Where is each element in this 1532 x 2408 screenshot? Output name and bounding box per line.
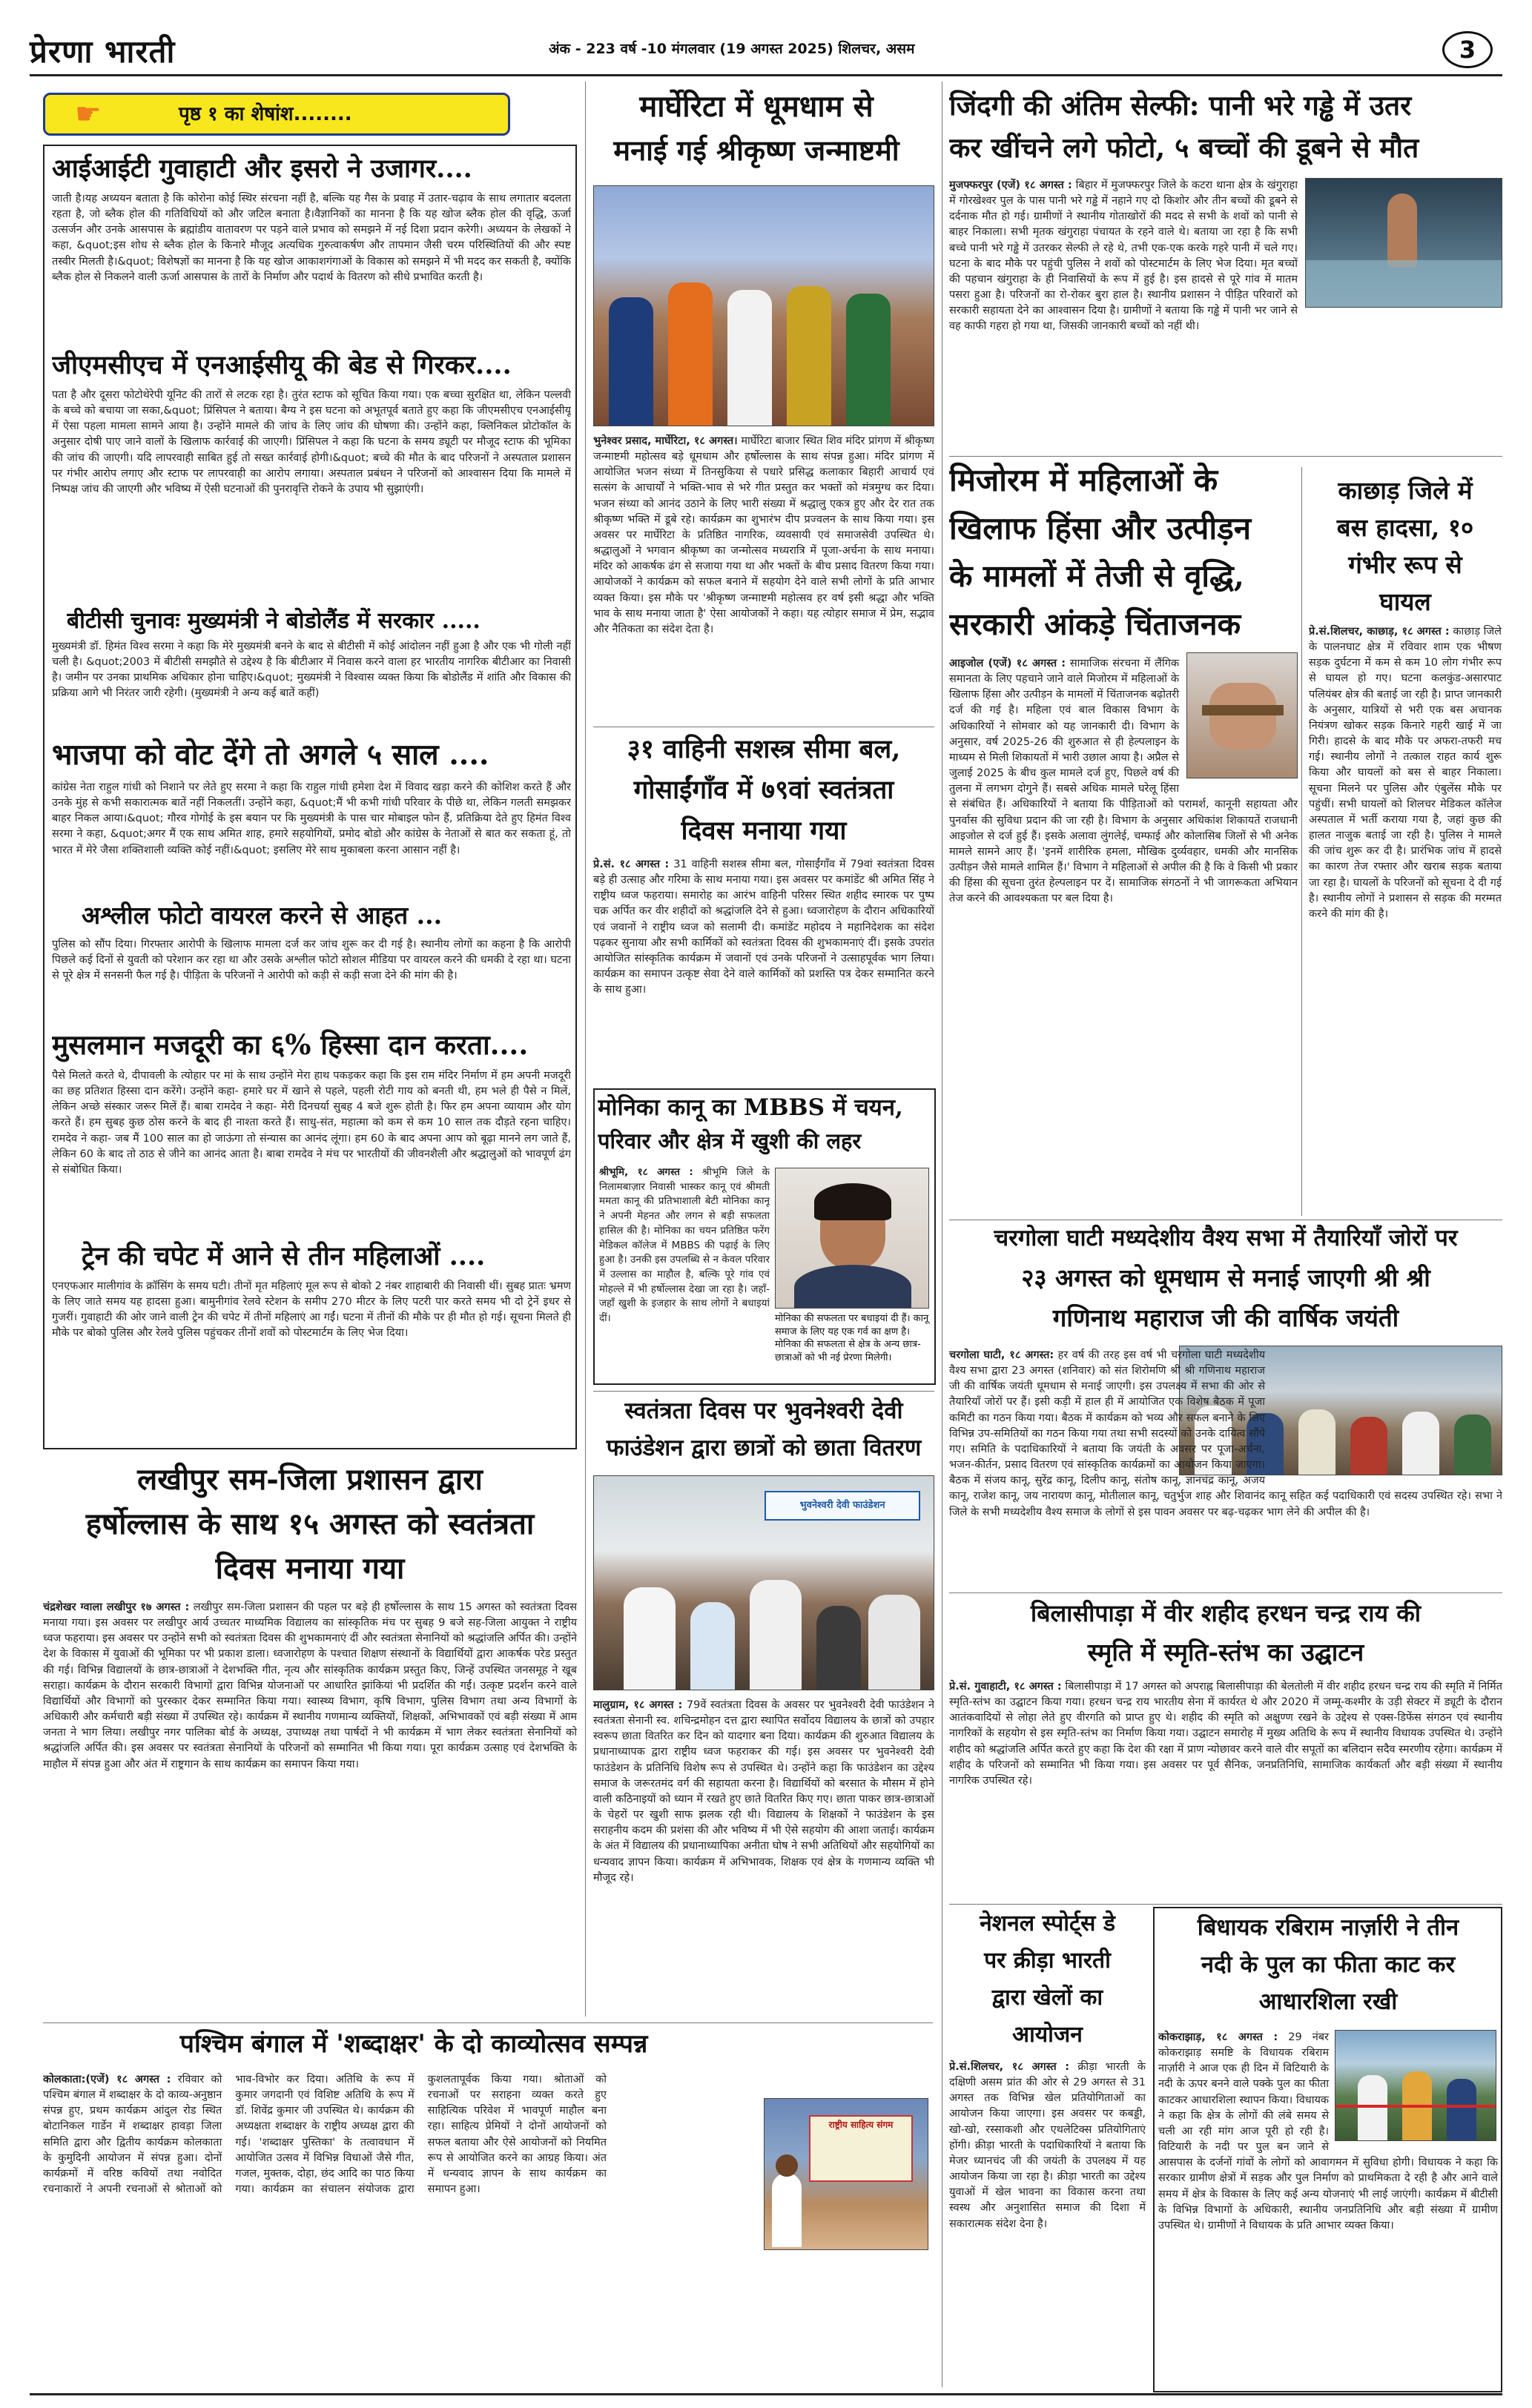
headline-gmch: जीएमसीएच में एनआईसीयू की बेड से गिरकर.... xyxy=(52,350,512,380)
body-muzaffarpur-2 xyxy=(1305,311,1502,452)
body-cachar xyxy=(1309,624,1502,1217)
headline-mizoram-4: सरकारी आंकड़े चिंताजनक xyxy=(949,606,1241,642)
headline-chargola-3: गणिनाथ महाराज जी की वार्षिक जयंती xyxy=(1052,1303,1399,1332)
dateline-ssb: प्रे.सं. १८ अगस्त : xyxy=(593,859,670,870)
headline-margherita-1: मार्घेरिटा में धूमधाम से xyxy=(639,89,874,124)
headline-mizoram-1: मिजोरम में महिलाओं के xyxy=(949,462,1218,498)
headline-mizoram-3: के मामलों में तेजी से वृद्धि, xyxy=(949,558,1245,594)
body-chargola xyxy=(949,1348,1502,1589)
body-iit: जाती है।यह अध्ययन बताता है कि कोरोना कोई स्थिर संरचना नहीं है, बल्कि यह गैस के प्रवाह में उतार-चढ़ाव के साथ लगातार बदलता रहता है, जो ब्लैक होल की गतिविधियों को और जटिल बनाता है।वैज्ञानिकों का मानना है कि यह खोज ब्लैक होल की वृद्धि, ऊर्जा उत्सर्जन और उनके आसपास के ब्रह्मांडीय वातावरण पर पड़ने वाले प्रभाव को समझने में नई दिशा प्रदान करेगी। अध्ययन के लेखकों ने कहा, &quot;इस शोध से ब्लैक होल के किनारे मौजूद अत्यधिक गुरुत्वाकर्षण और तापमान जैसी चरम परिस्थितियों की और स्पष्ट तस्वीर मिलती है।&quot; विशेषज्ञों का मानना है कि यह खोज आकाशगंगाओं के विकास को समझने में भी मदद कर सकती है, क्योंकि ब्लैक होल से निकलने वाली ऊर्जा आसपास के तारों के निर्माण और पदार्थ के वितरण को सीधे प्रभावित करती है। xyxy=(52,193,571,283)
caption-monika: मोनिका की सफलता पर बधाइयां दी हैं। कानू समाज के लिए यह एक गर्व का क्षण है। मोनिका की सफलता से क्षेत्र के अन्य छात्र-छात्राओं को भी नई प्रेरणा मिलेगी। xyxy=(775,1313,929,1363)
page-number-badge xyxy=(1442,31,1493,68)
body-kolkata xyxy=(43,2072,607,2384)
body-muslim: पैसे मिलते करते थे, दीपावली के त्योहार पर मां के साथ उन्होंने मेरा हाथ पकड़कर कहा कि इस राम मंदिर निर्माण में हम अपनी मजदूरी का छह प्रतिशत हिस्सा दान करेंगे। उन्होंने कहा- हमारे घर में खाने से पहले, पहली रोटी गाय को बनती थी, हम भले ही पैसे न मिलें, लेकिन अच्छे संस्कार जरूर मिलें हैं। बाबा रामदेव ने कहा- मेरी दिनचर्या सुबह 4 बजे शुरू होती है। फिर हम अपना व्यायाम और योग करते हैं। हम सुबह कुछ ठोस करने के बाद ही नाश्ता करते हैं। साधु-संत, महात्मा को कम से कम 10 साल तक दौड़ते रहना चाहिए। रामदेव ने कहा- जब मैं 100 साल का हो जाऊंगा तो संन्यास का आनंद लूंगा। हम 60 के बाद अपना आप को बूढ़ा मानने लग जाते हैं, लेकिन 60 के बाद तो ठाठ से जीने का आनंद आता है। बाबा रामदेव ने मंच पर भारतीयों की जीवनशैली और श्रद्धालुओं को भावपूर्ण ढंग से संबोधित किया। xyxy=(52,1070,571,1176)
headline-lakhimpur-1: लखीपुर सम-जिला प्रशासन द्वारा xyxy=(137,1462,483,1497)
headline-lakhimpur-2: हर्षोल्लास के साथ १५ अगस्त को स्वतंत्रता xyxy=(85,1506,535,1541)
issue-info: अंक - 223 वर्ष -10 मंगलवार (19 अगस्त 2025) शिलचर, असम xyxy=(549,41,915,57)
body-bilasipara xyxy=(949,1679,1502,1902)
dateline-margherita: भुनेश्वर प्रसाद, मार्घेरिटा, १८ अगस्त। xyxy=(593,435,738,447)
dateline-cachar: प्रे.सं.शिलचर, काछाड़, १८ अगस्त : xyxy=(1309,626,1450,638)
poster-title: राष्ट्रीय साहित्य संगम xyxy=(828,2120,894,2130)
headline-sports-4: आयोजन xyxy=(1012,2022,1083,2048)
kolkata-event-photo xyxy=(764,2098,928,2250)
dateline-bilasipara: प्रे.सं. गुवाहाटी, १८ अगस्त : xyxy=(949,1681,1062,1693)
text-sports: क्रीड़ा भारती के दक्षिणी असम प्रांत की ओर से 29 अगस्त से 31 अगस्त तक विभिन्न खेल प्रतियोगिताओं का आयोजन किया जाएगा। इस अवसर पर कबड्डी, खो-खो, रस्साकशी और एथलेटिक्स प्रतियोगिताएं होंगी। क्रीड़ा भारती के पदाधिकारियों ने बताया कि मेजर ध्यानचंद जी की जयंती के उपलक्ष्य में यह आयोजन किया जा रहा है। क्रीड़ा भारती का उद्देश्य युवाओं में खेल भावना का विकास करना तथा स्वस्थ और अनुशासित समाज की दिशा में सकारात्मक संदेश देना है। xyxy=(949,2061,1146,2230)
text-lakhimpur: लखीपुर सम-जिला प्रशासन की पहल पर बड़े ही हर्षोल्लास के साथ 15 अगस्त को स्वतंत्रता दिवस मनाया गया। इस अवसर पर लखीपुर आर्य उच्चतर माध्यमिक विद्यालय का सांस्कृतिक मंच पर सुबह 9 बजे सह-जिला आयुक्त ने राष्ट्रीय ध्वज फहराया। इस अवसर पर उन्होंने सभी को स्वतंत्रता दिवस की शुभकामनाएं दीं और स्वतंत्रता सेनानियों को श्रद्धांजलि अर्पित की। उन्होंने देश के विकास में युवाओं की भूमिका पर भी प्रकाश डाला। ध्वजारोहण के पश्चात शिक्षण संस्थानों के विद्यार्थियों द्वारा आकर्षक परेड प्रस्तुत की गई। विभिन्न विद्यालयों के छात्र-छात्राओं ने देशभक्ति गीत, नृत्य और सांस्कृतिक कार्यक्रम प्रस्तुत किए, जिन्हें उपस्थित जनसमूह ने खूब सराहा। कार्यक्रम के दौरान सरकारी विभागों द्वारा विभिन्न योजनाओं पर आधारित झांकियां भी प्रदर्शित की गईं। उत्कृष्ट प्रदर्शन करने वाले विद्यार्थियों और विभागों को पुरस्कार देकर सम्मानित किया गया। स्वास्थ्य विभाग, कृषि विभाग, पुलिस विभाग तथा अन्य विभागों के अधिकारी और कर्मचारी बड़ी संख्या में उपस्थित रहे। कार्यक्रम में स्थानीय गणमान्य व्यक्तियों, शिक्षकों, अभिभावकों एवं बड़ी संख्या में आम जनता ने भाग लिया। लखीपुर नगर पालिका बोर्ड के अध्यक्ष, उपाध्यक्ष तथा पार्षदों ने भी कार्यक्रम में भाग लेकर स्वतंत्रता सेनानियों को श्रद्धांजलि अर्पित की। इस अवसर पर स्वतंत्रता सेनानियों के परिजनों को सम्मानित भी किया गया। पूरा कार्यक्रम उत्साह एवं देशभक्ति के माहौल में संपन्न हुआ और अंत में राष्ट्रगान के साथ कार्यक्रम का समापन किया गया। xyxy=(43,1601,577,1770)
body-bjp: कांग्रेस नेता राहुल गांधी को निशाने पर लेते हुए सरमा ने कहा कि राहुल गांधी हमेशा देश में विवाद खड़ा करने की कोशिश करते हैं और उनके मुंह से कभी सकारात्मक बातें नहीं निकलतीं। उन्होंने कहा, &quot;मैं भी कभी गांधी परिवार के पीछे था, लेकिन गलती समझकर बाहर निकल आया।&quot; गौरव गोगोई के इस बयान पर कि मुख्यमंत्री के पास चार मोबाइल फोन हैं, प्रतिक्रिया देते हुए हिमंत विश्व सरमा ने कहा, &quot;अगर मैं एक साथ अमित शाह, हमारे सहयोगियों, प्रमोद बोडो और कांग्रेस के नेताओं से बात कर सकता हूं, तो भारत में मेरे जैसा शक्तिशाली व्यक्ति कोई नहीं।&quot; इसलिए मेरे साथ मुकाबला करना आसान नहीं है। xyxy=(52,781,571,856)
dateline-mla: कोकराझाड़, १८ अगस्त : xyxy=(1158,2031,1278,2043)
headline-sports-2: पर क्रीड़ा भारती xyxy=(984,1948,1111,1974)
headline-chargola-2: २३ अगस्त को धूमधाम से मनाई जाएगी श्री श्री xyxy=(1021,1263,1430,1292)
headline-cachar-2: बस हादसा, १० xyxy=(1336,513,1474,542)
body-btc: मुख्यमंत्री डॉ. हिमंत विश्व सरमा ने कहा कि मेरे मुख्यमंत्री बनने के बाद से बीटीसी में कोई आंदोलन नहीं हुआ है और एक भी गोली नहीं चली है। &quot;2003 में बीटीसी समझौते से उद्देश्य है कि बीटीआर में निवास करने वाला हर भारतीय नागरिक बीटीआर का निवासी है। जमीन पर उनका प्राथमिक अधिकार होना चाहिए।&quot; मुख्यमंत्री ने विश्वास व्यक्त किया कि बोडोलैंड में शांति और विकास की प्रक्रिया आगे भी निरंतर जारी रहेगी। (मुख्यमंत्री ने अन्य कई बातें कहीं) xyxy=(52,641,571,700)
text-bhubaneswari: 79वें स्वतंत्रता दिवस के अवसर पर भुवनेश्वरी देवी फाउंडेशन ने स्वतंत्रता सेनानी स्व. शचिन्द्रमोहन दत्त द्वारा स्थापित सर्वोदय विद्यालय के छात्रों को उपहार स्वरूप छाता वितरित कर दिन को यादगार बना दिया। कार्यक्रम की शुरुआत विद्यालय के प्रधानाध्यापक द्वारा राष्ट्रीय ध्वज फहराकर की गई। इस अवसर पर भुवनेश्वरी देवी फाउंडेशन के प्रतिनिधि विशेष रूप से उपस्थित थे। उन्होंने कहा कि फाउंडेशन का उद्देश्य समाज के जरूरतमंद वर्ग की सहायता करना है। विद्यार्थियों को बरसात के मौसम में होने वाली कठिनाइयों को ध्यान में रखते हुए छाते वितरित किए गए। छाता पाकर छात्र-छात्राओं के चेहरों पर खुशी साफ झलक रही थी। विद्यालय के शिक्षकों ने फाउंडेशन के इस सराहनीय कदम की प्रशंसा की और भविष्य में भी ऐसे सहयोग की आशा जताई। कार्यक्रम के अंत में विद्यालय की प्रधानाध्यापिका अनीता घोष ने सभी अतिथियों और सहयोगियों का धन्यवाद ज्ञापन किया। कार्यक्रम में अभिभावक, शिक्षक एवं क्षेत्र के गणमान्य व्यक्ति भी मौजूद रहे। xyxy=(593,1699,934,1884)
page-number: 3 xyxy=(1459,36,1476,64)
headline-margherita-2: मनाई गई श्रीकृष्ण जन्माष्टमी xyxy=(613,133,899,167)
headline-monika-2: परिवार और क्षेत्र में खुशी की लहर xyxy=(598,1128,862,1154)
monika-portrait xyxy=(775,1168,929,1309)
headline-mla-3: आधारशिला रखी xyxy=(1258,1988,1398,2015)
continuation-banner xyxy=(43,93,510,136)
newspaper-name: प्रेरणा भारती xyxy=(30,33,176,70)
headline-sports-1: नेशनल स्पोर्ट्स डे xyxy=(980,1911,1115,1936)
banner-text: पृष्ठ १ का शेषांश........ xyxy=(179,103,352,125)
headline-cachar-3: गंभीर रूप से xyxy=(1348,550,1462,579)
foundation-banner xyxy=(765,1491,920,1521)
body-train: एनएफआर मालीगांव के क्रॉसिंग के समय घटी। तीनों मृत महिलाएं मूल रूप से बोको 2 नंबर शाहाबारी की निवासी थीं। सुबह प्रातः भ्रमण के लिए जाते समय यह हादसा हुआ। बामुनीगांव रेलवे स्टेशन के समीप 270 मीटर के लिए पटरी पार करते समय भी दो ट्रेनें इधर से गुजरीं। गुवाहाटी की ओर जाने वाली ट्रेन की चपेट में तीनों महिलाएं आ गईं। घटना में तीनों की मौके पर ही मौत हो गई। सूचना मिलते ही मौके पर बोको पुलिस और रेलवे पुलिस पहुंचकर तीनों शवों को पोस्टमार्टम के लिए भेज दिया। xyxy=(52,1280,571,1340)
poster-banner xyxy=(809,2115,913,2182)
headline-ssb-1: ३१ वाहिनी सशस्त्र सीमा बल, xyxy=(627,734,901,764)
text-mizoram: सामाजिक संरचना में लैंगिक समानता के लिए पहचाने जाने वाले मिजोरम में महिलाओं के खिलाफ हिंसा और उत्पीड़न के मामलों में चिंताजनक बढ़ोतरी दर्ज की गई है। महिला एवं बाल विकास विभाग के अधिकारियों ने सोमवार को यह जानकारी दी। विभाग के अनुसार, वर्ष 2025-26 की शुरुआत से ही हेल्पलाइन के माध्यम से मिली शिकायतों में भारी उछाल आया है। अप्रैल से जुलाई 2025 के बीच कुल मामले दर्ज हुए, पिछले वर्ष की तुलना में लगभग दोगुने हैं। सबसे अधिक मामले घरेलू हिंसा से संबंधित हैं। अधिकारियों ने बताया कि पीड़िताओं को परामर्श, कानूनी सहायता और पुनर्वास की सुविधा प्रदान की जा रही है। विभाग के अनुसार अधिकांश शिकायतें राजधानी आइजोल से दर्ज हुई हैं। इसके अलावा लुंगलेई, चम्फाई और कोलासिब जिलों से भी अनेक मामले सामने आए हैं। 'इनमें शारीरिक हमला, मौखिक दुर्व्यवहार, धमकी और मानसिक उत्पीड़न जैसे मामले शामिल हैं।' विभाग ने महिलाओं से अपील की है कि वे किसी भी प्रकार की हिंसा की सूचना तुरंत हेल्पलाइन पर दें। सामाजिक संगठनों ने भी जागरूकता अभियान तेज करने की आवश्यकता पर बल दिया है। xyxy=(949,658,1298,905)
janmashtami-photo xyxy=(593,185,934,426)
headline-muzaffarpur-2: कर खींचने लगे फोटो, ५ बच्चों की डूबने से मौत xyxy=(949,131,1419,164)
text-kolkata: रविवार को पश्चिम बंगाल में शब्दाक्षर के दो काव्य-अनुष्ठान संपन्न हुए, प्रथम कार्यक्रम आंदुल रोड स्थित बोटानिकल गार्डेन में शब्दाक्षर हावड़ा जिला समिति द्वारा और द्वितीय कार्यक्रम कोलकाता के कुमुदिनी आयोजन में संपन्न हुआ। दोनों कार्यक्रमों में वरिष्ठ कवियों तथा नवोदित रचनाकारों ने अपनी रचनाओं से श्रोताओं को भाव-विभोर कर दिया। अतिथि के रूप में कुमार जगदानी एवं विशिष्ट अतिथि के रूप में डॉ. शिवेंद्र कुमार जी उपस्थित थे। कार्यक्रम की अध्यक्षता शब्दाक्षर के राष्ट्रीय अध्यक्ष द्वारा की गई। 'शब्दाक्षर पुस्तिका' के तत्वावधान में आयोजित उत्सव में विभिन्न विधाओं जैसे गीत, गजल, मुक्तक, दोहा, छंद आदि का पाठ किया गया। कार्यक्रम का संचालन संयोजक द्वारा कुशलतापूर्वक किया गया। श्रोताओं को रचनाओं पर सराहना व्यक्त करते हुए साहित्यिक परिवेश में भावपूर्ण माहौल बना रहा। साहित्य प्रेमियों ने दोनों आयोजनों को सफल बताया और ऐसे आयोजनों को नियमित रूप से आयोजित करने का आग्रह किया। अंत में धन्यवाद ज्ञापन के साथ कार्यक्रम का समापन हुआ। xyxy=(43,2074,607,2196)
headline-lakhimpur-3: दिवस मनाया गया xyxy=(215,1551,405,1586)
headline-cachar-4: घायल xyxy=(1379,587,1431,616)
headline-bilasipara-2: स्मृति में स्मृति-स्तंभ का उद्घाटन xyxy=(1087,1638,1364,1667)
drowning-hand-photo xyxy=(1305,178,1502,308)
body-obscene: पुलिस को सौंप दिया। गिरफ्तार आरोपी के खिलाफ मामला दर्ज कर जांच शुरू कर दी गई है। स्थानीय लोगों का कहना है कि आरोपी पिछले कई दिनों से युवती को परेशान कर रहा था और उसके अश्लील फोटो सोशल मीडिया पर वायरल करने की धमकी दे रहा था। घटना से पूरे क्षेत्र में सनसनी फैल गई है। पीड़िता के परिजनों ने आरोपी को कड़ी से कड़ी सजा देने की मांग की है। xyxy=(52,939,571,982)
body-ssb xyxy=(593,857,934,1079)
headline-iit: आईआईटी गुवाहाटी और इसरो ने उजागर.... xyxy=(52,153,472,184)
headline-bjp: भाजपा को वोट देंगे तो अगले ५ साल .... xyxy=(52,738,489,772)
text-margherita: मार्घेरिटा बाजार स्थित शिव मंदिर प्रांगण में श्रीकृष्ण जन्माष्टमी महोत्सव बड़े धूमधाम और हर्षोल्लास के साथ संपन्न हुआ। मंदिर प्रांगण में आयोजित भजन संध्या में तिनसुकिया से पधारे प्रसिद्ध कलाकार बिहारी आचार्य एवं सत्संग के आचार्यों ने भक्ति-भाव से भरे गीत प्रस्तुत कर भक्तों को मंत्रमुग्ध कर दिया। भजन संध्या को आनंद उठाने के लिए भारी संख्या में श्रद्धालु एकत्र हुए और देर रात तक श्रीकृष्ण भक्ति में डूबे रहे। कार्यक्रम का शुभारंभ दीप प्रज्वलन के साथ किया गया। इस अवसर पर मार्घेरिटा के प्रतिष्ठित नागरिक, व्यवसायी एवं समाजसेवी उपस्थित थे। श्रद्धालुओं ने भगवान श्रीकृष्ण का जन्मोत्सव मध्यरात्रि में पूजा-अर्चना के साथ मनाया। मंदिर को आकर्षक ढंग से सजाया गया था और भक्तों के बीच प्रसाद वितरण किया गया। आयोजकों ने कार्यक्रम को सफल बनाने में सहयोग देने वाले सभी लोगों के प्रति आभार व्यक्त किया। इस मौके पर 'श्रीकृष्ण जन्माष्टमी महोत्सव हर वर्ष इसी श्रद्धा और भक्ति भाव के साथ मनाया जाता है' ऐसा आयोजकों ने कहा। यह त्योहार समाज में प्रेम, सद्भाव और नैतिकता का संदेश देता है। xyxy=(593,435,934,635)
body-lakhimpur xyxy=(43,1600,577,2015)
headline-btc: बीटीसी चुनावः मुख्यमंत्री ने बोडोलैंड में सरकार ..... xyxy=(67,608,481,634)
text-ssb: 31 वाहिनी सशस्त्र सीमा बल, गोसाईंगाँव में 79वां स्वतंत्रता दिवस बड़े ही उत्साह और गरिमा के साथ मनाया गया। इस अवसर पर कमांडेंट श्री अमित सिंह ने राष्ट्रीय ध्वज फहराया। समारोह का आरंभ वाहिनी परिसर स्थित शहीद स्मारक पर पुष्प चक्र अर्पित कर वीर शहीदों को श्रद्धांजलि देने से हुआ। ध्वजारोहण के दौरान अधिकारियों एवं जवानों ने राष्ट्रीय ध्वज को सलामी दी। कमांडेंट महोदय ने महानिदेशक का संदेश पढ़कर सुनाया और सभी कार्मिकों को स्वतंत्रता दिवस की शुभकामनाएं दीं। इसके उपरांत आयोजित सांस्कृतिक कार्यक्रम में जवानों एवं उनके परिजनों ने उत्साहपूर्वक भाग लिया। कार्यक्रम का समापन उत्कृष्ट सेवा देने वाले कार्मिकों को प्रशस्ति पत्र देकर सम्मानित करने के साथ हुआ। xyxy=(593,859,934,996)
headline-bilasipara-1: बिलासीपाड़ा में वीर शहीद हरधन चन्द्र राय की xyxy=(1030,1599,1422,1627)
dateline-bhubaneswari: मालुग्राम, १८ अगस्त : xyxy=(593,1699,683,1711)
headline-train: ट्रेन की चपेट में आने से तीन महिलाओं .... xyxy=(82,1241,486,1271)
headline-mla-1: बिधायक रबिराम नार्ज़ारी ने तीन xyxy=(1197,1914,1459,1941)
dateline-lakhimpur: चंद्रशेखर ग्वाला लखीपुर १७ अगस्त : xyxy=(43,1601,190,1613)
body-mla xyxy=(1158,2030,1498,2387)
headline-cachar-1: काछाड़ जिले में xyxy=(1338,476,1473,505)
body-mizoram xyxy=(949,656,1298,1220)
text-monika: श्रीभूमि जिले के निलामबाज़ार निवासी भास्कर कानू एवं श्रीमती ममता कानू की प्रतिभाशाली बेटी मोनिका कानू ने अपनी मेहनत और लगन से बड़ी सफलता हासिल की है। मोनिका का चयन प्रतिष्ठित फरेंग मेडिकल कॉलेज में MBBS की पढ़ाई के लिए हुआ है। उनकी इस उपलब्धि से न केवल परिवार में उल्लास का माहौल है, बल्कि पूरे गांव एवं मोहल्ले में भी हर्षोल्लास देखा जा रहा है। जहाँ-जहाँ खुशी के इजहार के साथ लोगों ने बधाइयां दीं। xyxy=(599,1166,770,1325)
headline-monika-1: मोनिका कानू का MBBS में चयन, xyxy=(598,1094,903,1121)
dateline-monika: श्रीभूमि, १८ अगस्त : xyxy=(599,1166,693,1178)
body-muzaffarpur xyxy=(949,178,1298,452)
body-bhubaneswari xyxy=(593,1698,934,2017)
headline-chargola-1: चरगोला घाटी मध्यदेशीय वैश्य सभा में तैयारियाँ जोरों पर xyxy=(994,1225,1458,1251)
headline-bhubaneswari-1: स्वतंत्रता दिवस पर भुवनेश्वरी देवी xyxy=(624,1398,903,1424)
body-sports xyxy=(949,2060,1146,2386)
headline-ssb-3: दिवस मनाया गया xyxy=(681,816,847,846)
headline-mizoram-2: खिलाफ हिंसा और उत्पीड़न xyxy=(949,510,1252,546)
headline-obscene: अश्लील फोटो वायरल करने से आहत ... xyxy=(82,901,443,930)
body-margherita xyxy=(593,434,934,723)
text-mla: 29 नंबर कोकराझाड़ समष्टि के विधायक रबिराम नार्ज़ारी ने आज एक ही दिन में विटियारी के नदी के ऊपर बनने वाले पक्के पुल का फीता काटकर आधारशिला स्थापन किया। विधायक ने कहा कि क्षेत्र के लोगों की लंबे समय से चली आ रही मांग आज पूरी हो रही है। विटियारी के नदी पर पुल बन जाने से आसपास के दर्जनों गांवों के लोगों को आवागमन में सुविधा होगी। विधायक ने कहा कि सरकार ग्रामीण क्षेत्रों में सड़क और पुल निर्माण को प्राथमिकता दे रही है और आने वाले समय में क्षेत्र के विकास के लिए कई अन्य योजनाएं भी लाई जाएंगी। कार्यक्रम में बीटीसी के विभिन्न विभागों के अधिकारी, स्थानीय जनप्रतिनिधि और बड़ी संख्या में ग्रामीण उपस्थित थे। ग्रामीणों ने विधायक के प्रति आभार व्यक्त किया। xyxy=(1158,2031,1498,2232)
headline-muzaffarpur-1: जिंदगी की अंतिम सेल्फी: पानी भरे गड्ढे में उतर xyxy=(949,89,1412,122)
dateline-kolkata: कोलकाता:(एजें) १८ अगस्त : xyxy=(43,2074,171,2086)
text-chargola: हर वर्ष की तरह इस वर्ष भी चरगोला घाटी मध्यदेशीय वैश्य सभा द्वारा 23 अगस्त (शनिवार) को संत शिरोमणि श्री श्री गणिनाथ महाराज जी की वार्षिक जयंती धूमधाम से मनाई जाएगी। इस उपलक्ष्य में सभा की ओर से तैयारियाँ जोरों पर हैं। इसी कड़ी में हाल ही में आयोजित एक विशेष बैठक में पूजा कमिटी का गठन किया गया। बैठक में कार्यक्रम को भव्य और सफल बनाने के लिए विभिन्न उप-समितियों का गठन किया गया तथा सभी सदस्यों को उनके दायित्व सौंपे गए। समिति के पदाधिकारियों ने बताया कि जयंती के अवसर पर पूजा-अर्चना, भजन-कीर्तन, प्रसाद वितरण एवं सांस्कृतिक कार्यक्रमों का आयोजन किया जाएगा। बैठक में संजय कानू, सुरेंद्र कानू, दिलीप कानू, संतोष कानू, ज्ञानचंद्र कानू, अजय कानू, राजेश कानू, जय नारायण कानू, मोतीलाल कानू, चतुर्भुज शाह और शिवानंद कानू सहित कई पदाधिकारी एवं सदस्य उपस्थित रहे। सभा ने जिले के सभी मध्यदेशीय वैश्य समाज के लोगों से इस पावन अवसर पर बढ़-चढ़कर भाग लेने की अपील की है। xyxy=(949,1349,1502,1518)
headline-sports-3: द्वारा खेलों का xyxy=(991,1985,1103,2011)
banner-foundation-text: भुवनेश्वरी देवी फाउंडेशन xyxy=(799,1500,885,1511)
headline-bhubaneswari-2: फाउंडेशन द्वारा छात्रों को छाता वितरण xyxy=(606,1435,922,1461)
dateline-chargola: चरगोला घाटी, १८ अगस्त: xyxy=(949,1349,1054,1361)
text-cachar: काछाड़ जिले के पालनघाट क्षेत्र में रविवार शाम एक भीषण सड़क दुर्घटना में कम से कम 10 लोग गंभीर रूप से घायल हो गए। घटना कलकुंड-असारपाट पलियंबर क्षेत्र की बताई जा रही है। प्राप्त जानकारी के अनुसार, यात्रियों से भरी एक बस अचानक नियंत्रण खोकर सड़क किनारे गहरी खाई में जा गिरी। हादसे के बाद मौके पर अफरा-तफरी मच गई। स्थानीय लोगों ने तत्काल राहत कार्य शुरू किया और घायलों को बस से बाहर निकाला। सूचना मिलने पर पुलिस और एंबुलेंस मौके पर पहुंचीं। सभी घायलों को शिलचर मेडिकल कॉलेज अस्पताल में भर्ती कराया गया है, जहां कुछ की हालत नाजुक बताई जा रही है। पुलिस ने मामले की जांच शुरू कर दी है। प्रारंभिक जांच में हादसे का कारण तेज रफ्तार और खराब सड़क बताया जा रहा है। घायलों के परिजनों को सूचना दे दी गई है। स्थानीय लोगों ने प्रशासन से सड़क की मरम्मत करने की मांग की है। xyxy=(1309,626,1502,920)
dateline-muzaffarpur: मुजफ्फरपुर (एजें) १८ अगस्त : xyxy=(949,179,1072,191)
umbrella-distribution-photo xyxy=(593,1475,934,1690)
text-muzaffarpur: बिहार में मुजफ्फरपुर जिले के कटरा थाना क्षेत्र के खंगुराहा में गोरखेश्वर पुल के पास पानी भरे गड्ढे में नहाने गए दो किशोर और तीन बच्चों की डूबने से दर्दनाक मौत हो गई। ग्रामीणों ने स्थानीय गोताखोरों की मदद से सभी के शवों को पानी से बाहर निकाला। सभी मृतक खंगुराहा पंचायत के रहने वाले थे। बताया जा रहा है कि सभी बच्चे पानी भरे गड्ढे में उतरकर सेल्फी ले रहे थे, तभी एक-एक करके गहरे पानी में चले गए। घटना के बाद मौके पर पहुंची पुलिस ने शवों को पोस्टमार्टम के लिए भेज दिया। मृत बच्चों की पहचान खंगुराहा के ही निवासियों के रूप में हुई है। इस हादसे से पूरे गांव में मातम पसरा हुआ है। परिजनों का रो-रोकर बुरा हाल है। स्थानीय प्रशासन ने पीड़ित परिवारों को सरकारी सहायता देने का आश्वासन दिया है। ग्रामीणों ने बताया कि गड्ढे में पानी भर जाने से वह काफी गहरा हो गया था, जिसकी जानकारी बच्चों को नहीं थी। xyxy=(949,179,1298,333)
headline-ssb-2: गोसाईंगाँव में ७९वां स्वतंत्रता xyxy=(633,775,894,805)
dateline-sports: प्रे.सं.शिलचर, १८ अगस्त : xyxy=(949,2061,1070,2073)
headline-muslim: मुसलमान मजदूरी का ६% हिस्सा दान करता.... xyxy=(52,1028,529,1061)
pointing-hand-icon: ☛ xyxy=(75,97,102,131)
masthead xyxy=(30,30,1502,74)
headline-mla-2: नदी के पुल का फीता काट कर xyxy=(1201,1951,1456,1978)
dateline-mizoram: आइजोल (एजें) १८ अगस्त : xyxy=(949,658,1066,669)
text-bilasipara: बिलासीपाड़ा में 17 अगस्त को अपराह्न बिलासीपाड़ा की बेलतोली में वीर शहीद हरधन चन्द्र राय की स्मृति में निर्मित स्मृति-स्तंभ का उद्घाटन किया गया। हरधन चन्द्र राय भारतीय सेना में कार्यरत थे और 2020 में जम्मू-कश्मीर के उड़ी सेक्टर में ड्यूटी के दौरान आतंकवादियों से लोहा लेते हुए वीरगति को प्राप्त हुए थे। शहीद की स्मृति को अक्षुण्ण रखने के उद्देश्य से एक्स-डिफेंस संगठन एवं स्थानीय नागरिकों के सहयोग से इस स्मृति-स्तंभ का निर्माण किया गया। उद्घाटन समारोह में मुख्य अतिथि के रूप में स्थानीय विधायक उपस्थित थे। उन्होंने शहीद को श्रद्धांजलि अर्पित करते हुए कहा कि देश की रक्षा में प्राण न्योछावर करने वाले वीर सपूतों का बलिदान सदैव स्मरणीय रहेगा। कार्यक्रम में शहीद के परिजनों को सम्मानित भी किया गया। इस अवसर पर पूर्व सैनिक, जनप्रतिनिधि, सामाजिक कार्यकर्ता और बड़ी संख्या में स्थानीय नागरिक उपस्थित रहे। xyxy=(949,1681,1502,1787)
headline-kolkata: पश्चिम बंगाल में 'शब्दाक्षर' के दो काव्योत्सव सम्पन्न xyxy=(179,2029,648,2059)
body-monika xyxy=(599,1165,770,1380)
body-gmch: पता है और दूसरा फोटोथेरेपी यूनिट की तारों से लटक रहा है। तुरंत स्टाफ को सूचित किया गया। एक बच्चा सुरक्षित था, लेकिन पल्लवी के बच्चे को बचाया जा सका,&quot; प्रिंसिपल ने बताया। बैग्य ने इस घटना को अभूतपूर्व बताते हुए कहा कि जीएमसीएच एनआईसीयू में ऐसा पहला मामला सामने आया है। उन्होंने मामले की जांच के लिए जांच की घोषणा की। उन्होंने कहा, क्लिनिकल प्रोटोकॉल के अनुसार दोषी पाए जाने वालों के खिलाफ कार्रवाई की जाएगी। प्रिंसिपल ने कहा कि घटना के समय ड्यूटी पर मौजूद स्टाफ की भूमिका की जांच की जाएगी। यदि लापरवाही साबित हुई तो सख्त कार्रवाई होगी।&quot; बच्चे की मौत के बाद परिजनों ने अस्पताल प्रशासन पर गंभीर आरोप लगाए और स्टाफ पर लापरवाही का आरोप लगाया। अस्पताल प्रबंधन ने परिजनों को आश्वासन दिया कि मामले में निष्पक्ष जांच की जाएगी और भविष्य में ऐसी घटनाओं की पुनरावृत्ति रोकने के उपाय भी सुझाएंगी। xyxy=(52,389,571,495)
